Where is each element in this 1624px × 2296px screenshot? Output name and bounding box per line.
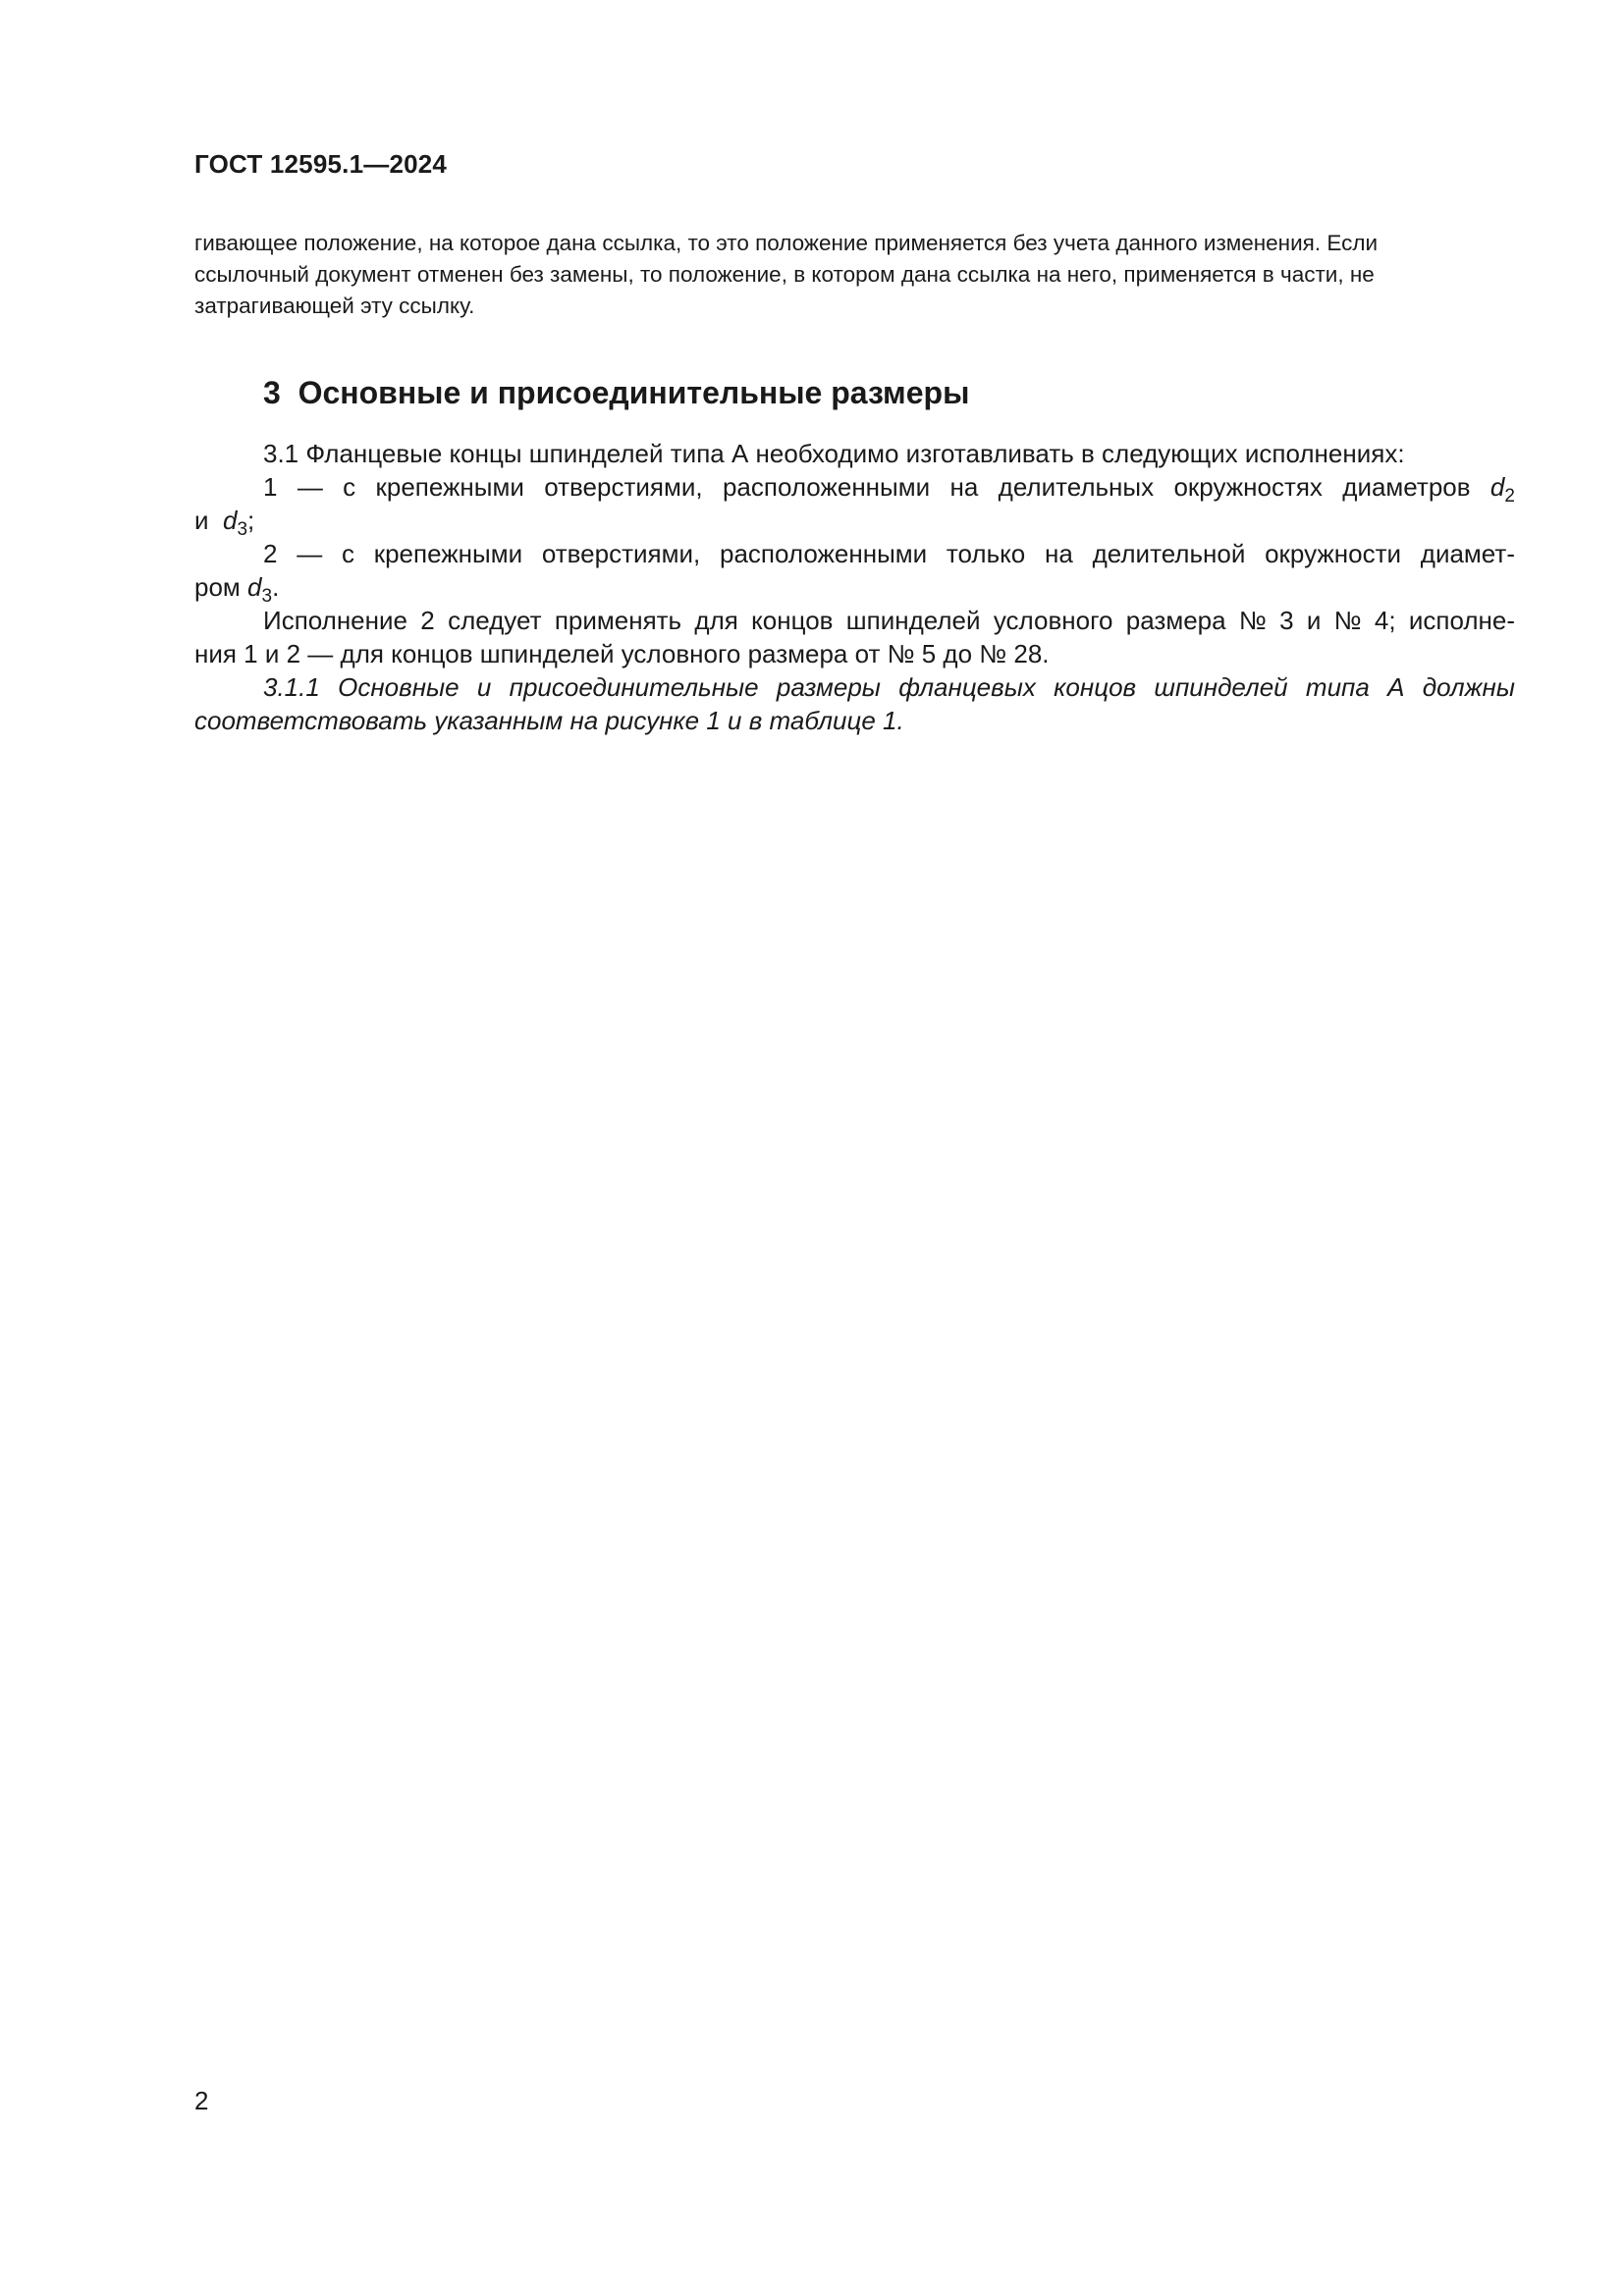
word: на bbox=[949, 472, 979, 502]
word: исполне- bbox=[1408, 606, 1515, 635]
execution-item-2-continuation bbox=[194, 570, 1515, 607]
word: окружности bbox=[1265, 539, 1402, 568]
word: фланцевых bbox=[898, 672, 1036, 702]
word: размера bbox=[1125, 606, 1226, 635]
word: с bbox=[343, 472, 356, 502]
word: — bbox=[297, 539, 323, 568]
execution-item-1-continuation bbox=[194, 504, 1515, 540]
document-code-header: ГОСТ 12595.1—2024 bbox=[194, 149, 448, 179]
diameter-symbol-group bbox=[1489, 470, 1515, 507]
clause-3-1-1-line: соответствовать указанным на рисунке 1 и в таблице 1. bbox=[194, 706, 904, 735]
section-body bbox=[194, 437, 1515, 737]
word: размеры bbox=[776, 672, 881, 702]
continuation-suffix: . bbox=[272, 572, 280, 602]
section-number: 3 bbox=[263, 375, 281, 410]
word: условного bbox=[993, 606, 1113, 635]
word: Исполнение bbox=[263, 606, 407, 635]
word: Основные bbox=[338, 672, 460, 702]
diameter-symbol: d bbox=[222, 506, 238, 535]
word: шпинделей bbox=[1154, 672, 1288, 702]
clause-3-1-1-line bbox=[194, 670, 1515, 704]
diameter-subscript: 2 bbox=[1504, 486, 1515, 507]
word: расположенными bbox=[722, 472, 931, 502]
word: крепежными bbox=[375, 472, 524, 502]
word: концов bbox=[1054, 672, 1137, 702]
page-number: 2 bbox=[194, 2086, 209, 2115]
word: делительных bbox=[998, 472, 1155, 502]
diameter-subscript: 3 bbox=[261, 586, 273, 607]
word: и bbox=[1306, 606, 1322, 635]
diameter-symbol: d bbox=[1489, 472, 1505, 502]
word: только bbox=[946, 539, 1026, 568]
carry-over-line: ссылочный документ отменен без замены, то положение, в котором дана ссылка на него, применяется в части, не bbox=[194, 262, 1375, 287]
word: 3 bbox=[1279, 606, 1294, 635]
word: расположенными bbox=[719, 539, 928, 568]
word: на bbox=[1045, 539, 1073, 568]
carry-over-line: затрагивающей эту ссылку. bbox=[194, 294, 475, 318]
carry-over-paragraph bbox=[194, 228, 1515, 322]
word: 3.1.1 bbox=[263, 672, 320, 702]
word: и bbox=[476, 672, 492, 702]
word: отверстиями, bbox=[544, 472, 703, 502]
word: делительной bbox=[1092, 539, 1246, 568]
execution-note-line bbox=[194, 604, 1515, 637]
word: 1 bbox=[263, 472, 278, 502]
word: типа bbox=[1305, 672, 1370, 702]
diameter-subscript: 3 bbox=[237, 519, 248, 540]
word: — bbox=[297, 472, 323, 502]
word: А bbox=[1387, 672, 1405, 702]
word: должны bbox=[1422, 672, 1515, 702]
word: с bbox=[341, 539, 354, 568]
word: № bbox=[1238, 606, 1267, 635]
execution-item-1 bbox=[194, 470, 1515, 507]
word: для bbox=[694, 606, 738, 635]
word: шпинделей bbox=[845, 606, 981, 635]
word: 2 bbox=[263, 539, 278, 568]
carry-over-line: гивающее положение, на которое дана ссылка, то это положение применяется без учета данного изменения. Если bbox=[194, 231, 1379, 255]
word: следует bbox=[448, 606, 542, 635]
execution-item-2 bbox=[194, 537, 1515, 570]
continuation-prefix: ром bbox=[194, 572, 241, 602]
continuation-suffix: ; bbox=[247, 506, 255, 535]
word: крепежными bbox=[373, 539, 523, 568]
word: диамет- bbox=[1420, 539, 1515, 568]
word: 4; bbox=[1374, 606, 1396, 635]
word: применять bbox=[554, 606, 682, 635]
word: присоединительные bbox=[509, 672, 759, 702]
section-heading bbox=[263, 375, 969, 411]
word: концов bbox=[751, 606, 834, 635]
execution-note-line: ния 1 и 2 — для концов шпинделей условного размера от № 5 до № 28. bbox=[194, 639, 1050, 668]
clause-3-1-text: 3.1 Фланцевые концы шпинделей типа А необходимо изготавливать в следующих исполнениях: bbox=[263, 439, 1405, 468]
section-title: Основные и присоединительные размеры bbox=[298, 375, 970, 410]
word: отверстиями, bbox=[541, 539, 701, 568]
word: диаметров bbox=[1342, 472, 1471, 502]
word: № bbox=[1333, 606, 1362, 635]
word: 2 bbox=[420, 606, 435, 635]
diameter-symbol: d bbox=[247, 572, 262, 602]
continuation-prefix: и bbox=[194, 506, 209, 535]
word: окружностях bbox=[1173, 472, 1323, 502]
